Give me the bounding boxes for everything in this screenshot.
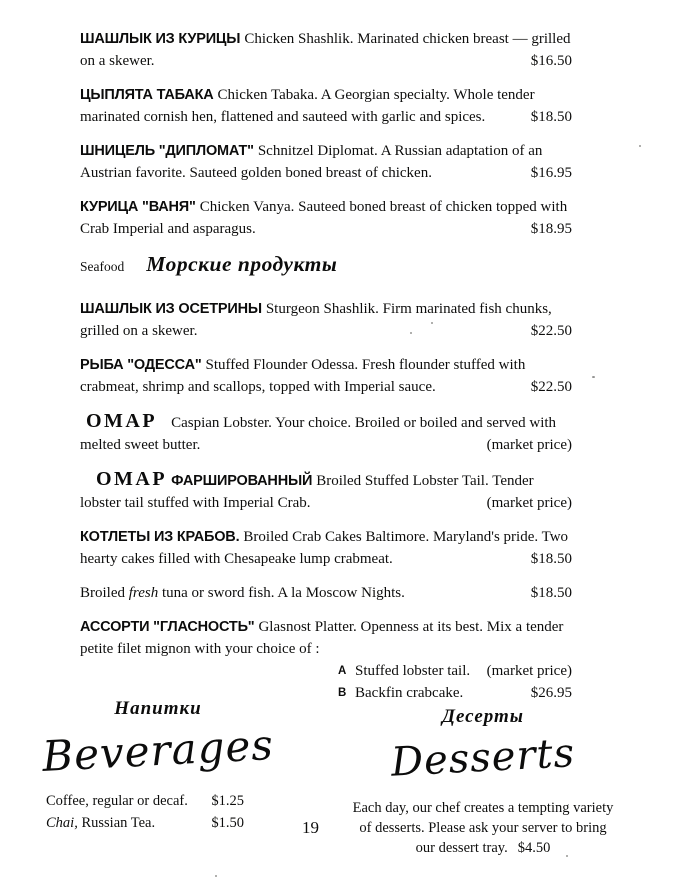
beverage-name: Coffee, regular or decaf.	[46, 793, 188, 810]
beverage-row	[46, 790, 244, 812]
menu-item-text	[80, 582, 572, 604]
menu-item-description: Broiled Crab Cakes Baltimore. Maryland's pride. Two hearty cakes filled with Chesapeake lump crabmeat.	[80, 529, 569, 567]
scan-speckle	[566, 855, 568, 857]
menu-item-name-ru: КУРИЦА "ВАНЯ"	[80, 199, 196, 215]
beverage-name	[46, 812, 155, 834]
menu-item-text	[80, 616, 572, 660]
scan-speckle	[431, 322, 433, 324]
choice-price: (market price)	[486, 663, 572, 679]
menu-item-name-ru: ОМАР	[96, 468, 168, 490]
menu-item	[80, 140, 572, 184]
menu-item-text	[80, 196, 572, 240]
menu-item-description: Broiled Stuffed Lobster Tail. Tender lobster tail stuffed with Imperial Crab.	[80, 473, 534, 511]
menu-item-description: Schnitzel Diplomat. A Russian adaptation of an Austrian favorite. Sauteed golden boned breast of chicken.	[80, 143, 543, 181]
menu-item-description: Caspian Lobster. Your choice. Broiled or boiled and served with melted sweet butter.	[80, 415, 557, 453]
menu-item-name-ru: ЦЫПЛЯТА ТАБАКА	[80, 87, 214, 103]
section-label-en: Seafood	[80, 259, 125, 274]
choice-price: $26.95	[530, 685, 572, 701]
menu-content	[80, 28, 572, 704]
beverages-list	[38, 790, 278, 834]
menu-item-text	[80, 526, 572, 570]
menu-item-text	[80, 28, 572, 72]
section-label-ru: Морские продукты	[146, 252, 338, 276]
menu-item-price: (market price)	[486, 437, 572, 453]
choice-letter: A	[338, 665, 347, 677]
menu-item-description: Chicken Tabaka. A Georgian specialty. Whole tender marinated cornish hen, flattened and sauteed with garlic and spices.	[80, 87, 535, 125]
beverage-name-rest: Russian Tea.	[77, 815, 156, 832]
menu-item-name-ru: ОМАР	[86, 410, 158, 432]
menu-item-text	[80, 354, 572, 398]
beverages-title-ru: Напитки	[114, 698, 202, 719]
menu-item-price: $18.50	[530, 551, 572, 567]
menu-item	[80, 354, 572, 398]
scan-speckle	[215, 875, 217, 877]
menu-item-text	[80, 84, 572, 128]
menu-item-name-ru: ШАШЛЫК ИЗ КУРИЦЫ	[80, 31, 241, 47]
beverages-section	[38, 698, 278, 834]
menu-item	[80, 84, 572, 128]
glasnost-choices	[338, 660, 572, 704]
menu-item	[80, 526, 572, 570]
desserts-note-text: Each day, our chef creates a tempting variety of desserts. Please ask your server to bring our dessert tray.	[352, 800, 614, 856]
menu-item-price: $22.50	[530, 379, 572, 395]
menu-item-price: $22.50	[530, 323, 572, 339]
menu-item-text	[80, 140, 572, 184]
desserts-title-ru: Десерты	[442, 706, 524, 727]
menu-item	[80, 298, 572, 342]
desserts-price: $4.50	[517, 840, 551, 856]
menu-item-price: $16.95	[530, 165, 572, 181]
choice-row	[338, 682, 572, 704]
menu-item	[80, 582, 572, 604]
choice-letter: B	[338, 687, 347, 699]
desserts-note	[352, 798, 614, 858]
desserts-title-script: Desserts	[389, 730, 577, 786]
menu-item-name-ru: АССОРТИ "ГЛАСНОСТЬ"	[80, 619, 255, 635]
page-number: 19	[302, 818, 319, 837]
beverage-row	[46, 812, 244, 834]
menu-item	[80, 468, 572, 514]
scan-speckle	[639, 145, 641, 147]
scan-speckle	[592, 376, 595, 378]
scan-speckle	[410, 332, 412, 334]
menu-item-name-ru: ШАШЛЫК ИЗ ОСЕТРИНЫ	[80, 301, 262, 317]
beverage-price: $1.50	[211, 815, 244, 832]
menu-item-name-ru: ШНИЦЕЛЬ "ДИПЛОМАТ"	[80, 143, 254, 159]
section-heading-seafood	[80, 252, 572, 284]
menu-item-description: Broiled	[80, 585, 129, 601]
beverages-title-script: Beverages	[40, 719, 275, 782]
menu-item-glasnost	[80, 616, 572, 704]
beverage-price: $1.25	[211, 793, 244, 810]
menu-item-description-italic: fresh	[128, 585, 159, 601]
menu-item-description: Sturgeon Shashlik. Firm marinated fish chunks, grilled on a skewer.	[80, 301, 552, 339]
menu-item-description: Glasnost Platter. Openness at its best. Mix a tender petite filet mignon with your choice of :	[80, 619, 564, 657]
menu-item-description: tuna or sword fish. A la Moscow Nights.	[158, 585, 405, 601]
menu-item-name-ru: РЫБА "ОДЕССА"	[80, 357, 202, 373]
menu-item	[80, 196, 572, 240]
choice-text: Stuffed lobster tail.	[355, 663, 471, 679]
menu-item-price: (market price)	[486, 495, 572, 511]
menu-item-description: Chicken Shashlik. Marinated chicken breast — grilled on a skewer.	[80, 31, 571, 69]
desserts-section	[352, 706, 614, 873]
menu-item-name-ru: КОТЛЕТЫ ИЗ КРАБОВ.	[80, 529, 240, 545]
choice-text: Backfin crabcake.	[355, 685, 464, 701]
menu-item-description: Chicken Vanya. Sauteed boned breast of chicken topped with Crab Imperial and asparagus.	[80, 199, 568, 237]
menu-item	[80, 410, 572, 456]
menu-item-text	[80, 298, 572, 342]
menu-item-price: $16.50	[530, 53, 572, 69]
choice-row	[338, 660, 572, 682]
menu-item-description: Stuffed Flounder Odessa. Fresh flounder stuffed with crabmeat, shrimp and scallops, topped with Imperial sauce.	[80, 357, 526, 395]
menu-item-price: $18.95	[530, 221, 572, 237]
menu-item	[80, 28, 572, 72]
menu-item-price: $18.50	[530, 585, 572, 601]
menu-item-price: $18.50	[530, 109, 572, 125]
menu-item-name-ru-2: ФАРШИРОВАННЫЙ	[171, 473, 313, 489]
beverage-name-italic: Chai,	[46, 815, 78, 832]
